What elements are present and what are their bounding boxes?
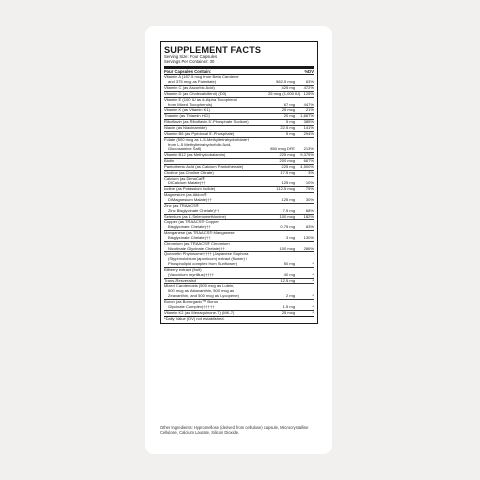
nutrient-amount: 5 mg: [286, 119, 295, 125]
nutrient-name-line: Glycinate Complex)†††††: [168, 303, 215, 309]
nutrient-name: [164, 98, 268, 108]
nutrient-dv: *: [312, 261, 314, 267]
nutrient-name: [164, 132, 268, 137]
nutrient-amount: 25 mcg (1,000 IU): [268, 90, 301, 96]
servings-per-container: Servings Per Container: 30: [164, 58, 215, 64]
nutrient-name: [164, 231, 268, 241]
nutrient-amount: 562.5 mcg: [276, 79, 295, 85]
nutrient-amount: 2 mg: [286, 293, 295, 299]
nutrient-name-line: Zinc (as TRAACS®: [164, 202, 199, 208]
nutrient-name-line: Folate (500 mcg as L-5-Methyltetrahydrofolate†: [164, 136, 250, 142]
nutrient-name: [164, 204, 268, 214]
nutrient-dv: 141%: [303, 125, 314, 130]
nutrient-name: [164, 138, 268, 153]
nutrient-dv: 1,667%: [300, 113, 314, 119]
nutrient-name-line: Quercetin Phytosome†††† (Japanese Sophora: [164, 251, 249, 257]
nutrient-amount: 22.5 mg: [280, 125, 295, 130]
serving-size: Serving Size: Four Capsules: [164, 54, 218, 59]
nutrient-name-line: (Styphnolobium japonicum) extract (flower) /: [168, 256, 248, 262]
dv-footnote: *Daily Value (DV) not established.: [164, 316, 314, 322]
nutrient-amount: 12.5 mg: [280, 277, 295, 283]
nutrient-name-line: Copper (as TRAACS® Copper: [164, 219, 219, 225]
nutrient-name: [164, 153, 268, 158]
nutrient-name-line: Magnesium (as Albion®: [164, 192, 207, 198]
nutrient-amount: 5 mg: [286, 130, 295, 136]
nutrient-name-line: Vitamin B6 (as Pyridoxal 5’-Phosphate): [164, 130, 235, 136]
header-amount-label: Four Capsules Contain:: [164, 68, 212, 74]
nutrient-dv: 125%: [303, 90, 314, 96]
nutrient-dv: 130%: [303, 234, 314, 240]
nutrient-row: [164, 138, 314, 154]
nutrient-name-line: Vitamin A (187.5 mcg from Beta Carotene: [164, 74, 239, 80]
nutrient-amount: 40 mg: [283, 271, 295, 277]
nutrient-amount: 225 mg: [281, 163, 295, 169]
nutrient-name-line: Mixed Carotenoids (500 mcg as Lutein,: [164, 283, 235, 289]
nutrient-name: [164, 300, 268, 310]
panel-title: SUPPLEMENT FACTS: [164, 45, 262, 55]
nutrient-amount: 100 mcg: [279, 245, 295, 251]
nutrient-name-line: Zinc Bisglycinate Chelate)††: [168, 207, 220, 213]
nutrient-name-line: and 375 mcg as Palmitate): [168, 79, 217, 85]
nutrient-dv: 385%: [303, 119, 314, 125]
nutrient-name-line: from Mixed Tocopherols): [168, 101, 213, 107]
nutrient-name-line: Chromium (as TRAACS® Chromium: [164, 240, 230, 246]
nutrient-row: [164, 252, 314, 268]
nutrient-amount: 100 mcg: [279, 213, 295, 219]
nutrient-name-line: Calcium (as DimaCal®: [164, 175, 205, 181]
nutrient-name: [164, 284, 268, 299]
nutrient-dv: *: [312, 303, 314, 309]
nutrient-dv: *: [312, 277, 314, 283]
nutrient-amount: 17.5 mg: [280, 169, 295, 175]
nutrient-dv: 10%: [305, 180, 314, 186]
nutrient-amount: 20 mg: [283, 113, 295, 119]
nutrient-name: [164, 268, 268, 278]
nutrient-dv: 286%: [303, 245, 314, 251]
nutrient-amount: 25 mcg: [281, 107, 295, 113]
nutrient-name-line: Vitamin D (as Cholecalciferol) (D3): [164, 90, 227, 96]
nutrient-name-line: Boron (as Bororganic™ Boron: [164, 299, 219, 304]
nutrient-name-line: from L-5 Methyltetrahydrofolic Acid,: [168, 141, 232, 147]
nutrient-name-line: Bisglycinate Chelate)††: [168, 234, 211, 240]
nutrient-name-line: Trans-Resveratrol: [164, 277, 197, 283]
nutrient-amount: 7.5 mg: [282, 207, 295, 213]
nutrient-row: [164, 204, 314, 215]
nutrient-name: [164, 220, 268, 230]
header-dv-label: %DV: [304, 68, 314, 74]
nutrient-dv: 447%: [303, 101, 314, 107]
nutrient-name: [164, 75, 268, 85]
nutrient-name-line: Phospholipid complex from Sunflower): [168, 261, 238, 267]
nutrient-name-line: Iodine (as Potassium Iodide): [164, 186, 216, 192]
nutrient-dv: 472%: [303, 85, 314, 91]
nutrient-dv: 667%: [303, 158, 314, 164]
nutrient-row: [164, 284, 314, 300]
nutrient-name-line: 500 mcg as Astaxanthin, 500 mcg as: [168, 288, 235, 294]
nutrient-amount: 850 mcg DFE: [270, 146, 295, 152]
nutrient-dv: 30%: [305, 196, 314, 202]
nutrient-amount: 125 mg: [281, 180, 295, 186]
nutrient-dv: 21%: [305, 107, 314, 113]
nutrient-dv: 83%: [305, 224, 314, 230]
nutrient-name-line: Glucosamine Salt): [168, 146, 202, 152]
nutrient-name-line: DiCalcium Malate)††: [168, 180, 206, 186]
nutrient-amount: 112.5 mcg: [276, 186, 295, 192]
nutrient-name: [164, 311, 268, 316]
nutrient-name-line: Thiamin (as Thiamin HCl): [164, 113, 210, 119]
nutrient-dv: 9,375%: [300, 152, 314, 158]
nutrient-name-line: Biotin: [164, 158, 175, 164]
nutrient-name-line: Pantothenic Acid (as Calcium Pantothenate): [164, 163, 244, 169]
nutrient-row: [164, 311, 314, 316]
nutrient-name-line: DiMagnesium Malate)††: [168, 196, 212, 202]
nutrient-name-line: Manganese (as TRAACS® Manganese: [164, 230, 235, 236]
nutrient-dv: 213%: [303, 146, 314, 152]
nutrient-name-line: Nicotinate Glycinate Chelate)††: [168, 245, 225, 251]
nutrient-amount: 67 mg: [283, 101, 295, 107]
nutrient-name-line: Riboflavin (as Riboflavin 5’-Phosphate Sodium): [164, 119, 249, 125]
nutrient-name-line: Vitamin K (as Vitamin K1): [164, 107, 210, 113]
nutrient-name-line: (Vaccinium myrtillus)††††: [168, 271, 215, 277]
nutrient-dv: *: [312, 293, 314, 299]
label-card: [145, 26, 332, 454]
nutrient-name-line: Vitamin C (as Ascorbic Acid): [164, 85, 215, 91]
nutrient-list: [164, 75, 314, 315]
nutrient-name: [164, 242, 268, 252]
nutrient-dv: 68%: [305, 207, 314, 213]
nutrient-amount: 225 mcg: [279, 152, 295, 158]
nutrient-name: [164, 252, 268, 267]
nutrient-name: [164, 193, 268, 203]
nutrient-amount: 0.75 mg: [280, 224, 295, 230]
nutrient-name: [164, 171, 268, 176]
nutrient-amount: 25 mcg: [281, 309, 295, 315]
nutrient-name-line: Niacin (as Niacinamide): [164, 125, 207, 130]
nutrient-amount: 200 mcg: [279, 158, 295, 164]
nutrient-dv: *: [312, 309, 314, 315]
nutrient-name-line: Vitamin B12 (as Methylcobalamin): [164, 152, 226, 158]
nutrient-name-line: Vitamin K2 (as Menaquinone-7) (MK-7): [164, 309, 235, 315]
nutrient-name-line: Bilberry extract (fruit): [164, 266, 202, 272]
nutrient-name-line: Selenium (as L-Selenomethionine): [164, 213, 227, 219]
nutrient-dv: 182%: [303, 213, 314, 219]
nutrient-name-line: Zeaxanthin, and 500 mcg as Lycopene): [168, 293, 239, 299]
nutrient-name-line: Choline (as Choline Citrate): [164, 169, 214, 175]
nutrient-amount: 425 mg: [281, 85, 295, 91]
nutrient-dv: 294%: [303, 130, 314, 136]
nutrient-amount: 50 mg: [283, 261, 295, 267]
nutrient-name: [164, 177, 268, 187]
nutrient-dv: 3%: [308, 169, 314, 175]
nutrient-dv: 75%: [305, 186, 314, 192]
nutrient-dv: 63%: [305, 79, 314, 85]
other-ingredients: Other Ingredients: Hypromellose (derived from cellulose) capsule, Microcrystalline Cellulose, Calcium Laurate, Silicon Dioxide.: [160, 425, 309, 436]
nutrient-dv: 4,500%: [300, 163, 314, 169]
nutrient-name-line: Bisglycinate Chelate)††: [168, 224, 211, 230]
nutrient-name-line: Vitamin E (100 IU as d-Alpha Tocopherol: [164, 96, 237, 102]
nutrient-amount: 1.5 mg: [282, 303, 295, 309]
nutrient-amount: 3 mg: [286, 234, 295, 240]
nutrient-amount: 125 mg: [281, 196, 295, 202]
supplement-facts-panel: [160, 41, 318, 324]
nutrient-dv: *: [312, 271, 314, 277]
